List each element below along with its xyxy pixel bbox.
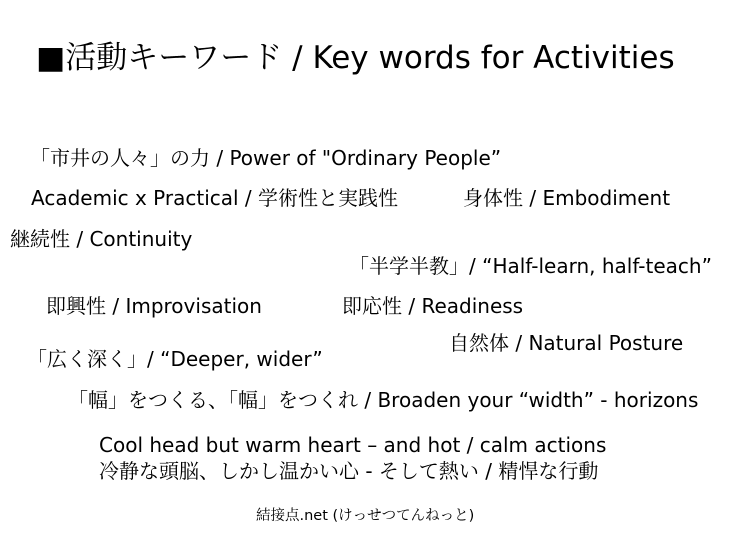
keyword-half-learn-half-teach: 「半学半教」/ “Half-learn, half-teach” — [349, 254, 712, 278]
keyword-cool-head-ja: 冷静な頭脳、しかし温かい心 - そして熱い / 精悍な行動 — [99, 459, 599, 483]
keyword-readiness: 即応性 / Readiness — [342, 294, 524, 318]
footer-site-name: 結接点.net (けっせつてんねっと) — [256, 508, 475, 524]
slide-title: ■活動キーワード / Key words for Activities — [36, 40, 675, 76]
keyword-embodiment: 身体性 / Embodiment — [463, 186, 671, 210]
keyword-natural-posture: 自然体 / Natural Posture — [449, 331, 684, 355]
keyword-deeper-wider: 「広く深く」/ “Deeper, wider” — [27, 347, 323, 371]
keyword-broaden-width: 「幅」をつくる、「幅」をつくれ / Broaden your “width” - horizons — [68, 388, 699, 412]
keyword-continuity: 継続性 / Continuity — [10, 227, 193, 251]
keyword-ordinary-people: 「市井の人々」の力 / Power of "Ordinary People” — [30, 146, 502, 170]
keyword-cool-head-en: Cool head but warm heart – and hot / calm actions — [99, 433, 607, 457]
keyword-improvisation: 即興性 / Improvisation — [46, 294, 262, 318]
keyword-academic-practical: Academic x Practical / 学術性と実践性 — [31, 186, 399, 210]
